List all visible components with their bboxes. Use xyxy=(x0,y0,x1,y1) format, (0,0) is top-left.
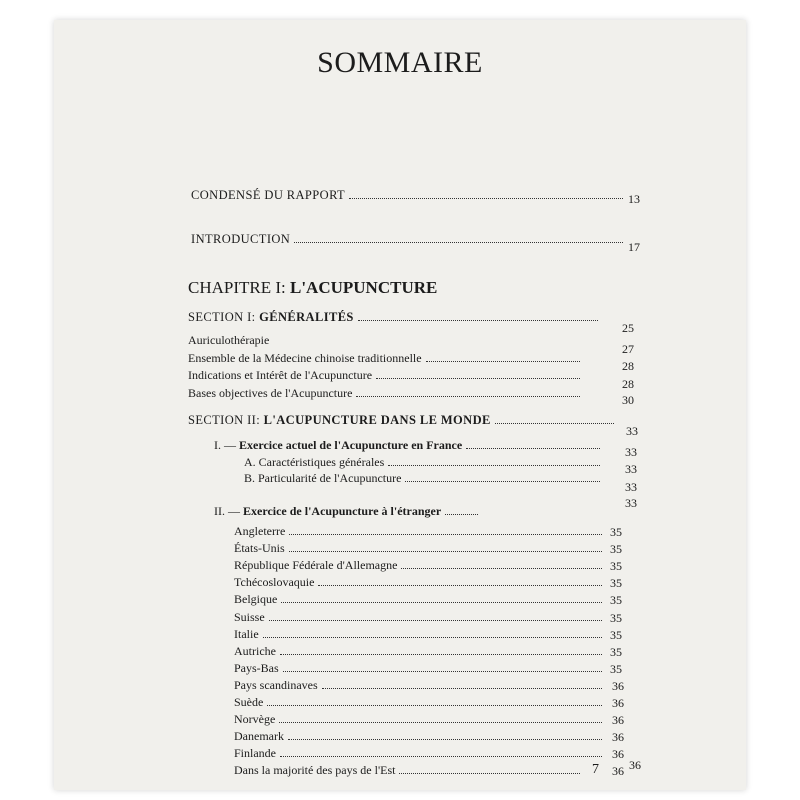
list-item xyxy=(234,712,608,726)
toc-entry: A. Caractéristiques générales xyxy=(244,455,606,469)
country-label: Finlande xyxy=(234,746,276,761)
section-2-heading xyxy=(188,413,620,427)
dot-leader xyxy=(376,378,580,379)
dot-leader xyxy=(322,688,602,689)
country-label: Angleterre xyxy=(234,524,286,538)
list-item xyxy=(234,524,608,538)
country-label: Belgique xyxy=(234,592,278,607)
list-item xyxy=(234,558,608,572)
dot-leader xyxy=(269,620,602,621)
toc-page-number: 27 xyxy=(622,342,634,356)
toc-page-number: 28 xyxy=(622,359,634,373)
toc-page-number: 35 xyxy=(610,644,622,659)
toc-page-number: 35 xyxy=(610,559,622,574)
dot-leader xyxy=(358,320,598,321)
toc-page-number: 36 xyxy=(612,678,624,693)
dot-leader xyxy=(267,705,602,706)
toc-page-number: 25 xyxy=(622,321,634,335)
dot-leader xyxy=(294,242,623,243)
toc-page-number: 35 xyxy=(610,576,622,591)
section-1-heading xyxy=(188,310,604,324)
toc-entry-condense xyxy=(191,188,629,202)
page-title: SOMMAIRE xyxy=(317,46,483,79)
list-item xyxy=(234,695,608,709)
list-item xyxy=(234,746,608,760)
toc-page-number: 33 xyxy=(625,445,637,459)
country-label: Tchécoslovaquie xyxy=(234,575,315,590)
toc-entry-label: CONDENSÉ DU RAPPORT xyxy=(191,188,346,202)
chapter-title: L'ACUPUNCTURE xyxy=(290,278,438,297)
country-label: Suisse xyxy=(234,609,265,624)
chapter-heading xyxy=(188,278,437,298)
dot-leader xyxy=(349,198,623,199)
toc-page-number: 36 xyxy=(612,747,624,762)
dot-leader xyxy=(405,481,600,482)
toc-page-number: 35 xyxy=(610,525,622,539)
toc-page-number: 35 xyxy=(610,542,622,557)
part-1-heading: I. — Exercice actuel de l'Acupuncture en France xyxy=(214,438,606,452)
dot-leader xyxy=(279,722,602,723)
dot-leader xyxy=(280,756,602,757)
toc-page-number: 36 xyxy=(629,758,641,772)
toc-entry-label: INTRODUCTION xyxy=(191,232,291,246)
country-label: Pays scandinaves xyxy=(234,677,318,692)
list-item xyxy=(234,678,608,692)
toc-page-number: 36 xyxy=(612,730,624,745)
dot-leader xyxy=(263,637,602,638)
toc-page-number: 35 xyxy=(610,627,622,642)
dot-leader xyxy=(356,396,580,397)
toc-entry: Auriculothérapie xyxy=(188,333,270,347)
dot-leader xyxy=(289,551,602,552)
list-item xyxy=(234,541,608,555)
section-label: SECTION II: L'ACUPUNCTURE DANS LE MONDE xyxy=(188,413,491,427)
chapter-prefix: CHAPITRE I: xyxy=(188,278,286,297)
dot-leader xyxy=(288,739,602,740)
dot-leader xyxy=(388,465,600,466)
dot-leader xyxy=(318,585,602,586)
toc-page-number: 33 xyxy=(625,480,637,494)
list-item xyxy=(234,627,608,641)
country-label: Pays-Bas xyxy=(234,660,279,675)
toc-page-number: 35 xyxy=(610,661,622,676)
toc-page-number: 36 xyxy=(612,764,624,779)
toc-entry-introduction xyxy=(191,232,629,246)
country-label: Norvège xyxy=(234,712,276,727)
country-label: Suède xyxy=(234,695,264,709)
dot-leader xyxy=(283,671,602,672)
dot-leader xyxy=(466,448,600,449)
country-label: Italie xyxy=(234,626,259,641)
section-label: SECTION I: GÉNÉRALITÉS xyxy=(188,310,354,324)
dot-leader xyxy=(399,773,580,774)
list-item xyxy=(234,661,608,675)
dot-leader xyxy=(401,568,602,569)
dot-leader xyxy=(280,654,602,655)
toc-page-number: 33 xyxy=(625,496,637,510)
country-label: Dans la majorité des pays de l'Est xyxy=(234,763,396,778)
toc-page-number: 35 xyxy=(610,610,622,625)
list-item xyxy=(234,729,608,743)
toc-page-number: 36 xyxy=(612,713,624,728)
part-2-heading: II. — Exercice de l'Acupuncture à l'étranger xyxy=(214,504,484,518)
toc-page-number: 13 xyxy=(628,192,640,206)
toc-entry: B. Particularité de l'Acupuncture xyxy=(244,471,606,485)
toc-page-number: 28 xyxy=(622,377,634,391)
toc-page-number: 36 xyxy=(612,696,624,710)
list-item xyxy=(234,644,608,658)
dot-leader xyxy=(289,534,602,535)
toc-page-number: 33 xyxy=(625,462,637,476)
toc-entry: Indications et Intérêt de l'Acupuncture xyxy=(188,368,586,382)
folio-page-number: 7 xyxy=(592,762,599,777)
book-page xyxy=(54,20,746,790)
list-item xyxy=(234,610,608,624)
toc-page-number: 17 xyxy=(628,240,640,254)
country-label: République Fédérale d'Allemagne xyxy=(234,558,398,573)
country-label: États-Unis xyxy=(234,541,285,556)
toc-page-number: 30 xyxy=(622,393,634,407)
list-item xyxy=(234,575,608,589)
toc-page-number: 33 xyxy=(626,424,638,438)
dot-leader xyxy=(426,361,580,362)
toc-page-number: 35 xyxy=(610,593,622,608)
list-item xyxy=(234,592,608,606)
list-item xyxy=(234,763,586,777)
country-label: Autriche xyxy=(234,643,276,658)
dot-leader xyxy=(445,514,478,515)
toc-entry: Ensemble de la Médecine chinoise traditionnelle xyxy=(188,351,586,365)
dot-leader xyxy=(281,602,602,603)
dot-leader xyxy=(495,423,614,424)
toc-entry: Bases objectives de l'Acupuncture xyxy=(188,386,586,400)
country-label: Danemark xyxy=(234,729,284,744)
